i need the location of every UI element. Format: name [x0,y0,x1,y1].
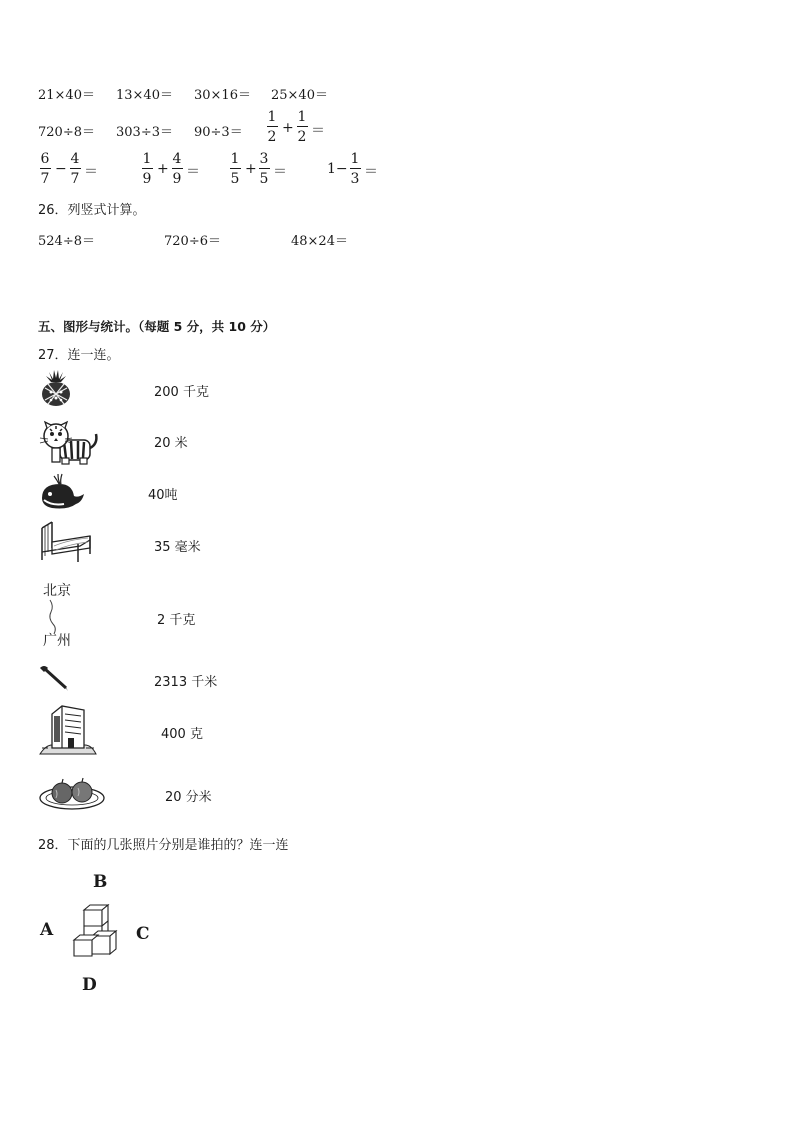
cube-stack-icon [70,904,122,960]
question-28-title: 28．下面的几张照片分别是谁拍的？连一连 [38,838,289,853]
unit-label-5: 2 千克 [157,613,196,628]
oral-item-7: 90÷3＝ [194,125,243,140]
whale-icon [38,472,86,512]
oral-item-5: 720÷8＝ [38,125,95,140]
unit-label-4: 35 毫米 [154,540,201,555]
q26-item-2: 720÷6＝ [164,234,221,249]
numerator: 4 [70,151,80,167]
unit-label-3: 40吨 [148,488,178,503]
operator: + [282,120,294,136]
denominator: 7 [70,171,80,187]
unit-label-8: 20 分米 [165,790,212,805]
equals-sign: ＝ [311,123,325,139]
numerator: 1 [142,151,152,167]
pineapple-icon [38,368,74,408]
numerator: 1 [297,109,307,125]
equals-sign: ＝ [186,164,200,180]
fraction [69,152,81,186]
apple-plate-icon [38,776,108,812]
question-26-title: 26．列竖式计算。 [38,203,146,218]
oral-item-6: 303÷3＝ [116,125,173,140]
operator: − [55,161,67,177]
fraction [266,110,278,144]
q26-item-3: 48×24＝ [291,234,348,249]
fraction [171,152,183,186]
denominator: 2 [267,129,277,145]
q26-item-1: 524÷8＝ [38,234,95,249]
fraction [39,152,51,186]
viewpoint-label-b: B [93,872,108,892]
numerator: 3 [259,151,269,167]
unit-label-7: 400 克 [161,727,203,742]
denominator: 5 [259,171,269,187]
fraction [229,152,241,186]
oral-item-3: 30×16＝ [194,88,251,103]
numerator: 1 [230,151,240,167]
fraction [258,152,270,186]
nail-icon [38,662,70,692]
denominator: 3 [350,171,360,187]
viewpoint-label-a: A [40,920,54,940]
equals-sign: ＝ [273,164,287,180]
operator: + [157,161,169,177]
map-label-guangzhou: 广州 [43,633,71,649]
equals-sign: ＝ [364,164,378,180]
numerator: 1 [267,109,277,125]
building-icon [38,702,98,756]
denominator: 9 [172,171,182,187]
numerator: 4 [172,151,182,167]
denominator: 5 [230,171,240,187]
fraction [141,152,153,186]
fraction [296,110,308,144]
equals-sign: ＝ [84,164,98,180]
oral-item-4: 25×40＝ [271,88,328,103]
numerator: 6 [40,151,50,167]
denominator: 7 [40,171,50,187]
unit-label-2: 20 米 [154,436,188,451]
operator: + [245,161,257,177]
leading-term: 1− [327,161,348,177]
viewpoint-label-c: C [136,924,150,944]
denominator: 9 [142,171,152,187]
section-5-heading: 五、图形与统计。（每题 5 分，共 10 分） [38,319,276,334]
viewpoint-label-d: D [82,975,97,995]
unit-label-1: 200 千克 [154,385,209,400]
tiger-icon [38,418,100,468]
fraction [349,152,361,186]
oral-item-2: 13×40＝ [116,88,173,103]
map-label-beijing: 北京 [43,583,71,599]
beijing-guangzhou-map-icon [40,578,80,652]
denominator: 2 [297,129,307,145]
bed-icon [38,518,94,564]
question-27-title: 27．连一连。 [38,348,120,363]
unit-label-6: 2313 千米 [154,675,218,690]
oral-item-1: 21×40＝ [38,88,95,103]
numerator: 1 [350,151,360,167]
